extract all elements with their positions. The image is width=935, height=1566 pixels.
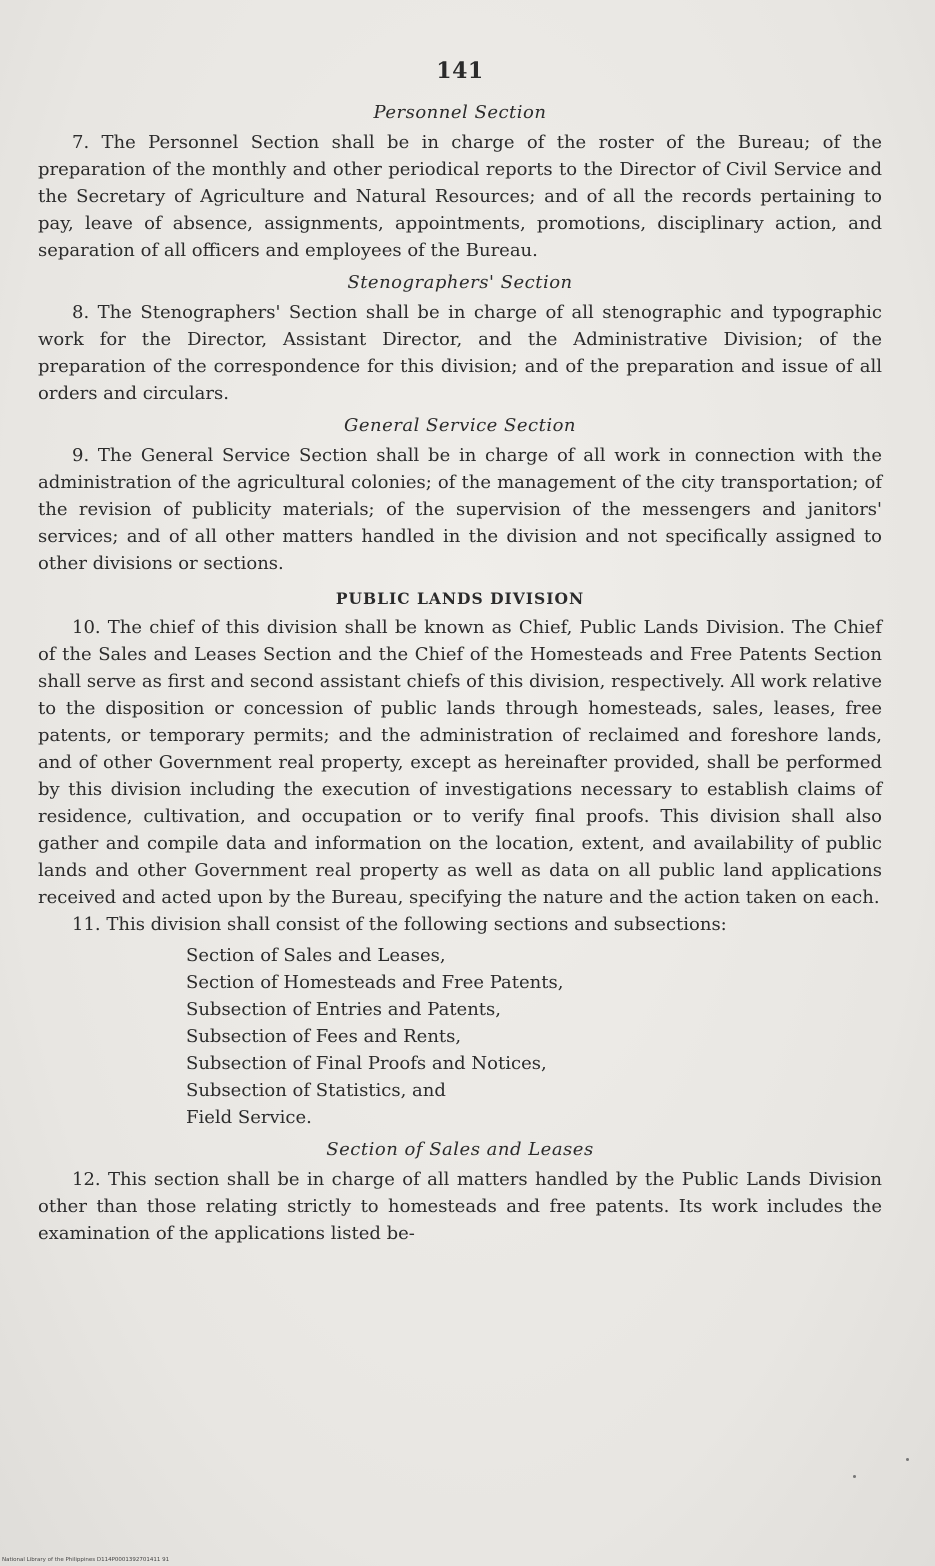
- paragraph-8: 8. The Stenographers' Section shall be in charge of all stenographic and typographic work for the Director, Assistant Director, and the Administrative Division; of the preparation of the correspondence for this division; and of the preparation and issue of all orders and circulars.: [38, 302, 882, 404]
- stenographers-section-heading: Stenographers' Section: [347, 272, 573, 293]
- list-item: Section of Sales and Leases,: [186, 945, 446, 966]
- paragraph-10: 10. The chief of this division shall be known as Chief, Public Lands Division. The Chief of the Sales and Leases Section and the Chief of the Homesteads and Free Patents Section shall serve as first and second assistant chiefs of this division, respectively. All work relative to the disposition or concession of public lands through homesteads, sales, leases, free patents, or temporary permits; and the administration of reclaimed and foreshore lands, and of other Government real property, except as hereinafter provided, shall be performed by this division including the execution of investigations necessary to establish claims of residence, cultivation, and occupation or to verify final proofs. This division shall also gather and compile data and information on the location, extent, and availability of public lands and other Government real property as well as data on all public land applications received and acted upon by the Bureau, specifying the nature and the action taken on each.: [38, 617, 882, 908]
- personnel-section-heading: Personnel Section: [373, 102, 547, 123]
- general-service-section-heading: General Service Section: [343, 415, 577, 436]
- paragraph-9: 9. The General Service Section shall be in charge of all work in connection with the administration of the agricultural colonies; of the management of the city transportation; of the revision of publicity materials; of the supervision of the messengers and janitors' services; and of all other matters handled in the division and not specifically assigned to other divisions or sections.: [38, 445, 882, 574]
- public-lands-division-heading: PUBLIC LANDS DIVISION: [335, 589, 585, 608]
- list-item: Field Service.: [186, 1107, 312, 1128]
- list-item: Section of Homesteads and Free Patents,: [186, 972, 564, 993]
- paragraph-12: 12. This section shall be in charge of all matters handled by the Public Lands Division other than those relating strictly to homesteads and free patents. Its work includes the examination of the applications listed be-: [38, 1169, 882, 1244]
- paragraph-11: 11. This division shall consist of the following sections and subsections:: [72, 914, 727, 935]
- list-item: Subsection of Entries and Patents,: [186, 999, 501, 1020]
- list-item: Subsection of Final Proofs and Notices,: [186, 1053, 547, 1074]
- sales-leases-section-heading: Section of Sales and Leases: [326, 1139, 594, 1160]
- division-sections-list: [38, 942, 882, 1131]
- scan-speck: [906, 1458, 909, 1461]
- list-item: Subsection of Statistics, and: [186, 1080, 446, 1101]
- list-item: Subsection of Fees and Rents,: [186, 1026, 462, 1047]
- paragraph-7: 7. The Personnel Section shall be in charge of the roster of the Bureau; of the preparation of the monthly and other periodical reports to the Director of Civil Service and the Secretary of Agriculture and Natural Resources; and of all the records pertaining to pay, leave of absence, assignments, appointments, promotions, disciplinary action, and separation of all officers and employees of the Bureau.: [38, 132, 882, 261]
- scan-footer: National Library of the Philippines D114P0001392701411 91: [2, 1557, 170, 1563]
- page-content: [38, 58, 882, 1255]
- scan-speck: [853, 1475, 856, 1478]
- page-number: 141: [436, 58, 484, 84]
